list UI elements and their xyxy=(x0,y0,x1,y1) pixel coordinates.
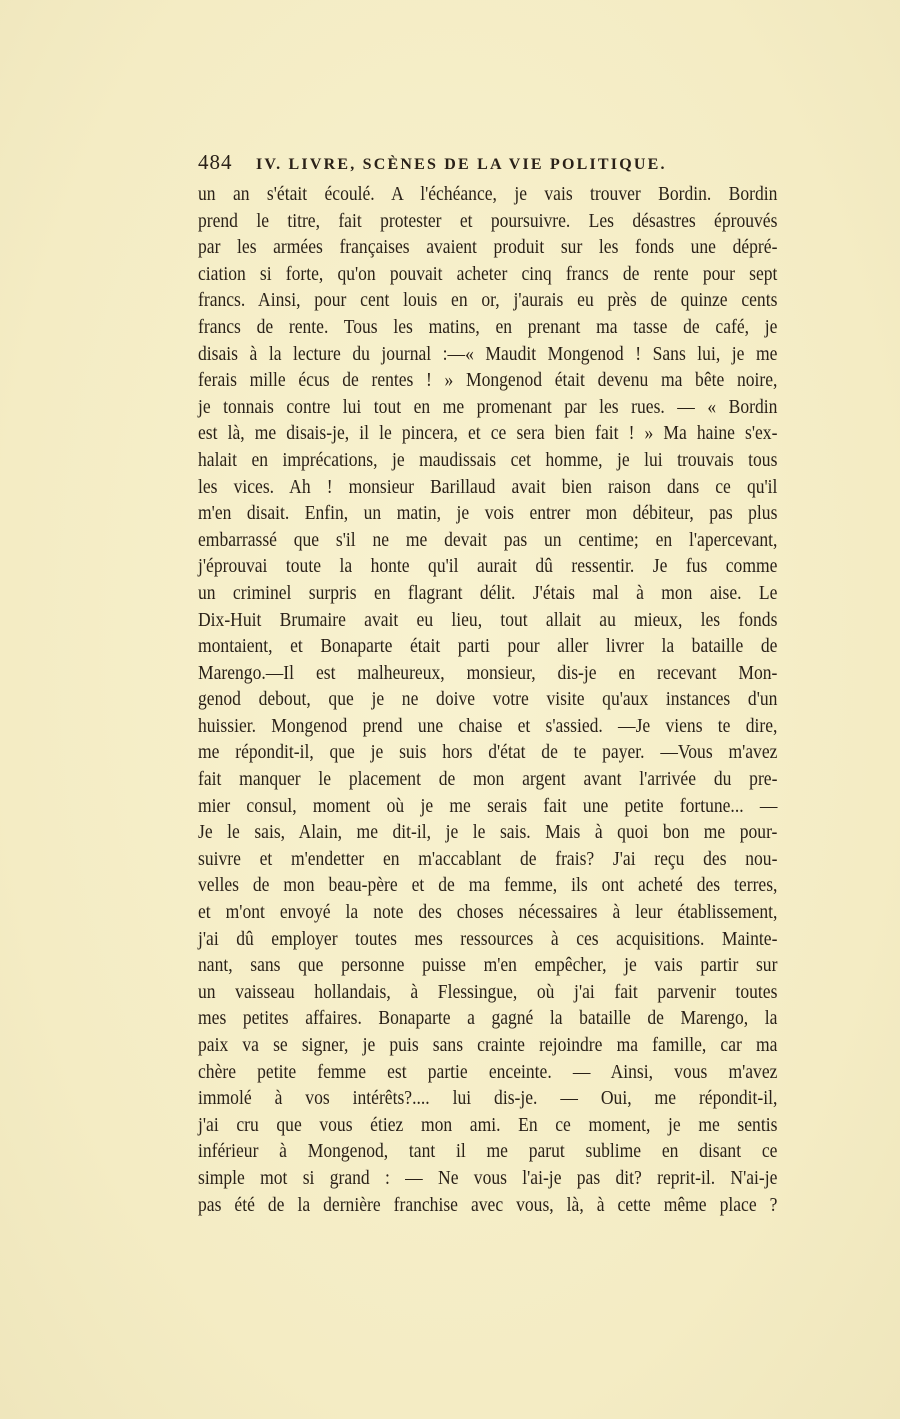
text-line: inférieur à Mongenod, tant il me parut sublime en disant ce xyxy=(198,1141,778,1163)
text-line: Dix-Huit Brumaire avait eu lieu, tout allait au mieux, les fonds xyxy=(198,609,778,631)
text-line: un vaisseau hollandais, à Flessingue, où j'ai fait parvenir toutes xyxy=(198,981,778,1003)
book-page xyxy=(198,150,778,1219)
text-line: est là, me disais-je, il le pincera, et ce sera bien fait ! » Ma haine s'ex- xyxy=(198,423,778,445)
page-number: 484 xyxy=(198,150,233,174)
text-line: m'en disait. Enfin, un matin, je vois entrer mon débiteur, pas plus xyxy=(198,503,778,525)
text-line: par les armées françaises avaient produit sur les fonds une dépré- xyxy=(198,237,778,259)
text-line: prend le titre, fait protester et poursuivre. Les désastres éprouvés xyxy=(198,210,778,232)
text-line: et m'ont envoyé la note des choses nécessaires à leur établissement, xyxy=(198,902,778,924)
text-line: halait en imprécations, je maudissais cet homme, je lui trouvais tous xyxy=(198,449,778,471)
text-line: suivre et m'endetter en m'accablant de frais? J'ai reçu des nou- xyxy=(198,848,778,870)
text-line: ferais mille écus de rentes ! » Mongenod était devenu ma bête noire, xyxy=(198,370,778,392)
text-line: j'éprouvai toute la honte qu'il aurait dû ressentir. Je fus comme xyxy=(198,556,778,578)
text-line: pas été de la dernière franchise avec vous, là, à cette même place ? xyxy=(198,1194,778,1216)
body-text xyxy=(198,182,778,1219)
text-line: francs. Ainsi, pour cent louis en or, j'aurais eu près de quinze cents xyxy=(198,290,778,312)
text-line: chère petite femme est partie enceinte. — Ainsi, vous m'avez xyxy=(198,1061,778,1083)
text-line: mes petites affaires. Bonaparte a gagné la bataille de Marengo, la xyxy=(198,1008,778,1030)
text-line: velles de mon beau-père et de ma femme, ils ont acheté des terres, xyxy=(198,875,778,897)
text-line: un an s'était écoulé. A l'échéance, je vais trouver Bordin. Bordin xyxy=(198,184,778,205)
running-title: IV. LIVRE, SCÈNES DE LA VIE POLITIQUE. xyxy=(256,156,667,173)
page-header xyxy=(198,150,778,180)
text-line: simple mot si grand : — Ne vous l'ai-je pas dit? reprit-il. N'ai-je xyxy=(198,1167,778,1189)
text-line: paix va se signer, je puis sans crainte rejoindre ma famille, car ma xyxy=(198,1035,778,1056)
text-line: francs de rente. Tous les matins, en prenant ma tasse de café, je xyxy=(198,316,778,338)
text-line: disais à la lecture du journal :—« Maudit Mongenod ! Sans lui, je me xyxy=(198,343,778,365)
text-line: j'ai cru que vous étiez mon ami. En ce moment, je me sentis xyxy=(198,1114,778,1136)
text-line: montaient, et Bonaparte était parti pour aller livrer la bataille de xyxy=(198,636,778,658)
text-line: genod debout, que je ne doive votre visite qu'aux instances d'un xyxy=(198,689,778,711)
text-line: je tonnais contre lui tout en me promenant par les rues. — « Bordin xyxy=(198,396,778,418)
text-line: un criminel surpris en flagrant délit. J'étais mal à mon aise. Le xyxy=(198,582,778,604)
text-line: j'ai dû employer toutes mes ressources à ces acquisitions. Mainte- xyxy=(198,928,778,950)
text-line: mier consul, moment où je me serais fait une petite fortune... — xyxy=(198,795,778,817)
text-line: me répondit-il, que je suis hors d'état de te payer. —Vous m'avez xyxy=(198,742,778,764)
text-line: nant, sans que personne puisse m'en empêcher, je vais partir sur xyxy=(198,955,778,977)
text-line: embarrassé que s'il ne me devait pas un centime; en l'apercevant, xyxy=(198,529,778,551)
text-line: Je le sais, Alain, me dit-il, je le sais. Mais à quoi bon me pour- xyxy=(198,822,778,844)
text-line: immolé à vos intérêts?.... lui dis-je. — Oui, me répondit-il, xyxy=(198,1088,778,1110)
text-line: fait manquer le placement de mon argent avant l'arrivée du pre- xyxy=(198,769,778,791)
text-line: huissier. Mongenod prend une chaise et s'assied. —Je viens te dire, xyxy=(198,715,778,737)
text-line: ciation si forte, qu'on pouvait acheter cinq francs de rente pour sept xyxy=(198,263,778,285)
text-line: Marengo.—Il est malheureux, monsieur, dis-je en recevant Mon- xyxy=(198,662,778,684)
text-line: les vices. Ah ! monsieur Barillaud avait bien raison dans ce qu'il xyxy=(198,476,778,498)
